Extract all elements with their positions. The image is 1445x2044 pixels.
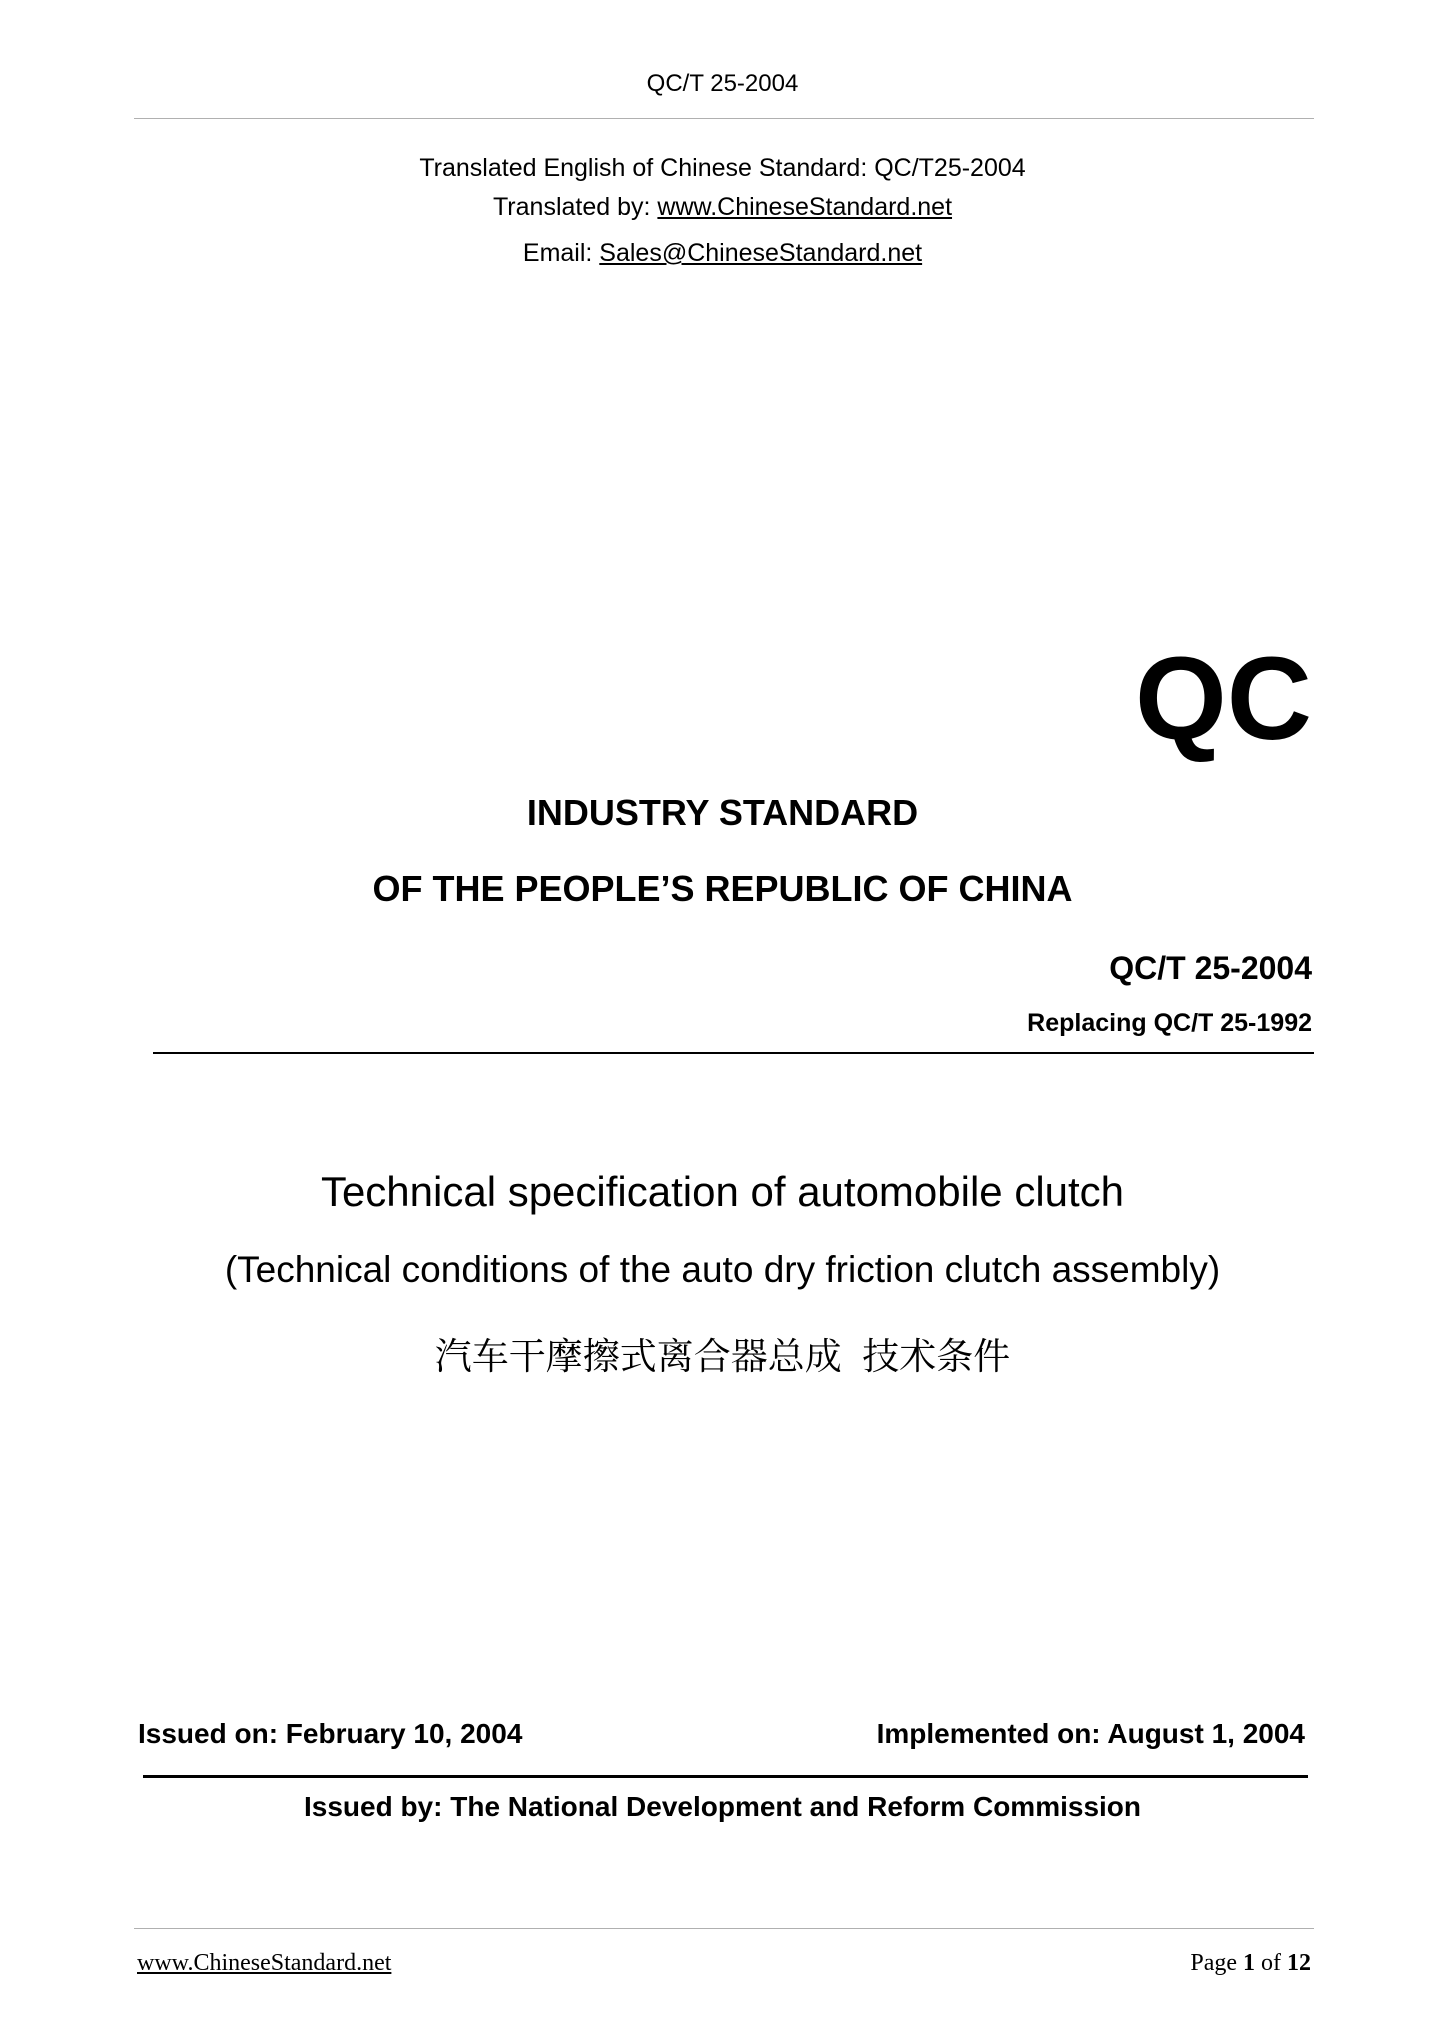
footer-site-link[interactable]: www.ChineseStandard.net [137, 1950, 392, 1976]
footer-divider [134, 1928, 1314, 1929]
subtitle-english: (Technical conditions of the auto dry friction clutch assembly) [224, 1249, 1221, 1290]
title-chinese: 汽车干摩擦式离合器总成 技术条件 [434, 1336, 1011, 1377]
issued-on: Issued on: February 10, 2004 [138, 1718, 523, 1749]
page-label: Page [1190, 1950, 1243, 1976]
email-label: Email: [522, 239, 600, 267]
standard-heading-line1: INDUSTRY STANDARD [526, 792, 919, 833]
standard-code: QC/T 25-2004 [1109, 950, 1312, 986]
code-divider [153, 1052, 1314, 1054]
standard-heading-line2: OF THE PEOPLE’S REPUBLIC OF CHINA [372, 868, 1073, 909]
page-number [1190, 1950, 1311, 1977]
implemented-on: Implemented on: August 1, 2004 [876, 1718, 1305, 1749]
replacing-note: Replacing QC/T 25-1992 [1027, 1009, 1312, 1037]
header-divider [134, 118, 1314, 119]
translation-line: Translated English of Chinese Standard: QC/T25-2004 [419, 154, 1026, 182]
translated-by-line [0, 193, 1445, 222]
page-total: 12 [1287, 1950, 1311, 1976]
dates-divider [143, 1775, 1308, 1778]
translator-website-link[interactable]: www.ChineseStandard.net [657, 193, 953, 221]
issued-by: Issued by: The National Development and Reform Commission [303, 1791, 1142, 1822]
qc-logo: QC [1135, 633, 1312, 765]
email-link[interactable]: Sales@ChineseStandard.net [599, 239, 923, 267]
running-header: QC/T 25-2004 [646, 70, 799, 97]
email-line [0, 239, 1445, 268]
page-of: of [1255, 1950, 1287, 1976]
title-english: Technical specification of automobile clutch [320, 1168, 1125, 1215]
translated-by-label: Translated by: [492, 193, 658, 221]
page-current: 1 [1243, 1950, 1255, 1976]
